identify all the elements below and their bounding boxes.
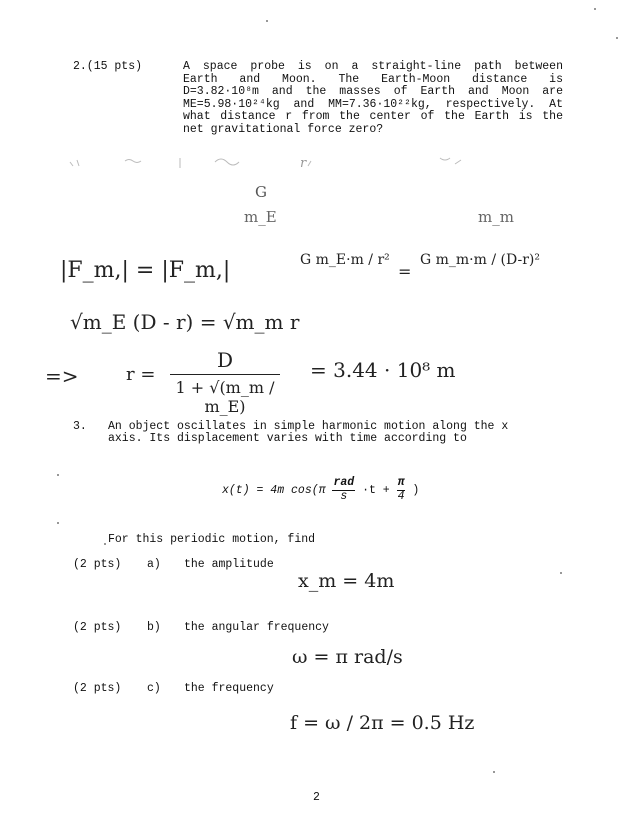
- part-c-points: (2 pts): [73, 682, 122, 695]
- formula-frac2-den: 4: [397, 489, 405, 503]
- part-a-answer: x_m = 4m: [298, 570, 395, 592]
- scan-speck: [57, 474, 59, 476]
- problem-2-line-3: D=3.82·10⁸m and the masses of Earth and Moon are: [183, 85, 563, 98]
- handwritten-r: r: [300, 156, 307, 171]
- handwritten-r-equals: r =: [126, 364, 156, 385]
- handwritten-r-fraction: [170, 348, 280, 416]
- scan-speck: [560, 572, 562, 574]
- handwritten-m-earth: m_E: [244, 208, 277, 226]
- handwritten-r-denominator: 1 + √(m_m / m_E): [175, 378, 275, 416]
- handwritten-m-moon: m_m: [478, 208, 514, 226]
- handwritten-implies-arrow: =>: [45, 364, 79, 388]
- scan-speck: [493, 771, 495, 773]
- part-a-points: (2 pts): [73, 558, 122, 571]
- formula-frac-pi-over-4: [397, 477, 406, 503]
- handwritten-g: G: [255, 183, 267, 201]
- handwritten-equals: =: [398, 262, 412, 281]
- handwritten-sqrt-equation: √m_E (D - r) = √m_m r: [70, 310, 300, 334]
- part-b-letter: b): [147, 621, 161, 634]
- problem-3-number: 3.: [73, 420, 87, 433]
- part-b-question: the angular frequency: [184, 621, 329, 634]
- problem-2-line-1: A space probe is on a straight-line path between: [183, 60, 563, 73]
- scan-speck: [104, 543, 106, 545]
- formula-frac1-num: rad: [333, 476, 355, 489]
- formula-frac1-den: s: [340, 489, 348, 503]
- problem-2-line-6: net gravitational force zero?: [183, 122, 384, 136]
- scan-speck: [616, 37, 618, 39]
- part-b-points: (2 pts): [73, 621, 122, 634]
- scan-speck: [57, 522, 59, 524]
- faint-sketch-row: [65, 152, 555, 182]
- problem-3-intro: For this periodic motion, find: [108, 533, 316, 546]
- handwritten-r-numerator: D: [170, 348, 280, 375]
- formula-mid: ·t +: [362, 484, 390, 498]
- formula-frac-rad-per-s: [332, 477, 355, 503]
- part-c-question: the frequency: [184, 682, 274, 695]
- part-c-answer: f = ω / 2π = 0.5 Hz: [290, 712, 475, 734]
- faint-sketch-marks: [65, 152, 555, 182]
- formula-rhs: ): [412, 484, 420, 498]
- handwritten-gravity-moon: G m_m·m / (D-r)²: [420, 252, 540, 268]
- scan-speck: [594, 8, 596, 10]
- problem-2-number: 2.(15 pts): [73, 60, 143, 73]
- part-a-question: the amplitude: [184, 558, 274, 571]
- problem-2-statement: [183, 61, 563, 136]
- problem-2-line-4: ME=5.98·10²⁴kg and MM=7.36·10²²kg, respectively. At: [183, 97, 563, 111]
- scan-speck: [266, 20, 268, 22]
- part-c-letter: c): [147, 682, 161, 695]
- part-b-answer: ω = π rad/s: [292, 646, 403, 668]
- handwritten-gravity-earth: G m_E·m / r²: [300, 252, 390, 268]
- part-a-letter: a): [147, 558, 161, 571]
- handwritten-result: = 3.44 · 10⁸ m: [310, 358, 456, 382]
- page-number: 2: [313, 791, 320, 804]
- formula-lhs: x(t) = 4m cos(π: [222, 484, 326, 498]
- problem-2-line-2: Earth and Moon. The Earth-Moon distance is: [183, 72, 563, 86]
- formula-frac2-num: π: [397, 476, 405, 489]
- displacement-formula: [222, 477, 422, 503]
- problem-3-line-1: An object oscillates in simple harmonic motion along the x: [108, 420, 509, 433]
- problem-2-line-5: what distance r from the center of the Earth is the: [183, 110, 563, 123]
- problem-3-line-2: axis. Its displacement varies with time according to: [108, 432, 467, 445]
- handwritten-force-equality: |F_m,| = |F_m,|: [60, 258, 231, 283]
